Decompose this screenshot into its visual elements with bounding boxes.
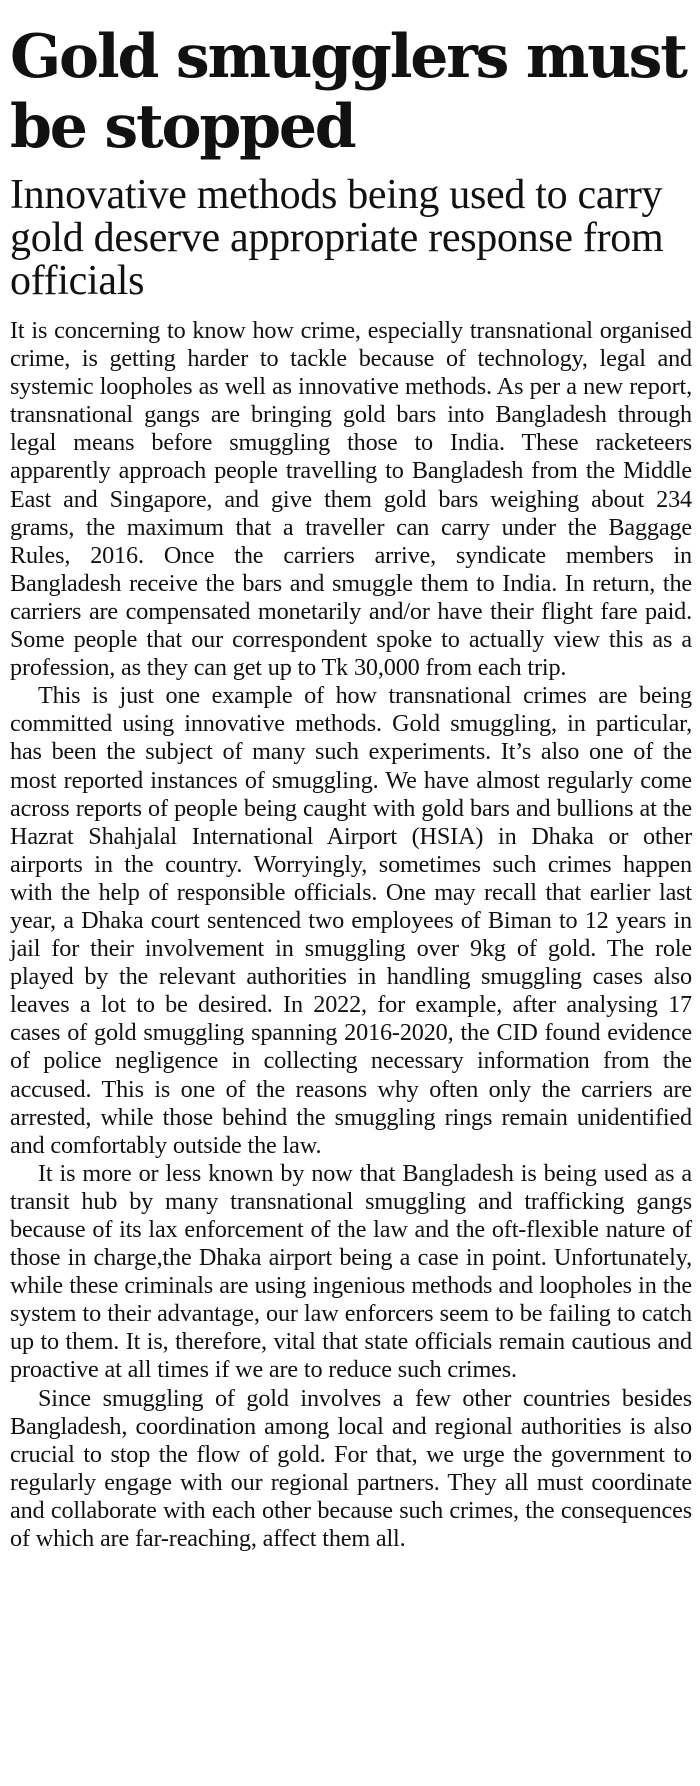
paragraph-1: It is concerning to know how crime, especially transnational organised crime, is getting harder to tackle because of technology, legal and systemic loopholes as well as innovative methods. As per a new report, transnational gangs are bringing gold bars into Bangladesh through legal means before smuggling those to India. These racketeers apparently approach people travelling to Bangladesh from the Middle East and Singapore, and give them gold bars weighing about 234 grams, the maximum that a traveller can carry under the Baggage Rules, 2016. Once the carriers arrive, syndicate members in Bangladesh receive the bars and smuggle them to India. In return, the carriers are compensated monetarily and/or have their flight fare paid. Some people that our correspondent spoke to actually view this as a profession, as they can get up to Tk 30,000 from each trip. bbox=[10, 317, 692, 682]
paragraph-4: Since smuggling of gold involves a few other countries besides Bangladesh, coordination among local and regional authorities is also crucial to stop the flow of gold. For that, we urge the government to regularly engage with our regional partners. They all must coordinate and collaborate with each other because such crimes, the consequences of which are far-reaching, affect them all. bbox=[10, 1384, 692, 1553]
paragraph-2: This is just one example of how transnational crimes are being committed using innovative methods. Gold smuggling, in particular, has been the subject of many such experiments. It’s also one of the most reported instances of smuggling. We have almost regularly come across reports of people being caught with gold bars and bullions at the Hazrat Shahjalal International Airport (HSIA) in Dhaka or other airports in the country. Worryingly, sometimes such crimes happen with the help of responsible officials. One may recall that earlier last year, a Dhaka court sentenced two employees of Biman to 12 years in jail for their involvement in smuggling over 9kg of gold. The role played by the relevant authorities in handling smuggling cases also leaves a lot to be desired. In 2022, for example, after analysing 17 cases of gold smuggling spanning 2016-2020, the CID found evidence of police negligence in collecting necessary information from the accused. This is one of the reasons why often only the carriers are arrested, while those behind the smuggling rings remain unidentified and comfortably outside the law. bbox=[10, 682, 692, 1159]
headline: Gold smugglers must be stopped bbox=[10, 22, 686, 162]
paragraph-3: It is more or less known by now that Bangladesh is being used as a transit hub by many transnational smuggling and trafficking gangs because of its lax enforcement of the law and the oft-flexible nature of those in charge,the Dhaka airport being a case in point. Unfortunately, while these criminals are using ingenious methods and loopholes in the system to their advantage, our law enforcers seem to be failing to catch up to them. It is, therefore, vital that state officials remain cautious and proactive at all times if we are to reduce such crimes. bbox=[10, 1159, 692, 1384]
subheadline: Innovative methods being used to carry gold deserve appropriate response from officials bbox=[10, 172, 664, 304]
article-body bbox=[10, 317, 692, 1553]
